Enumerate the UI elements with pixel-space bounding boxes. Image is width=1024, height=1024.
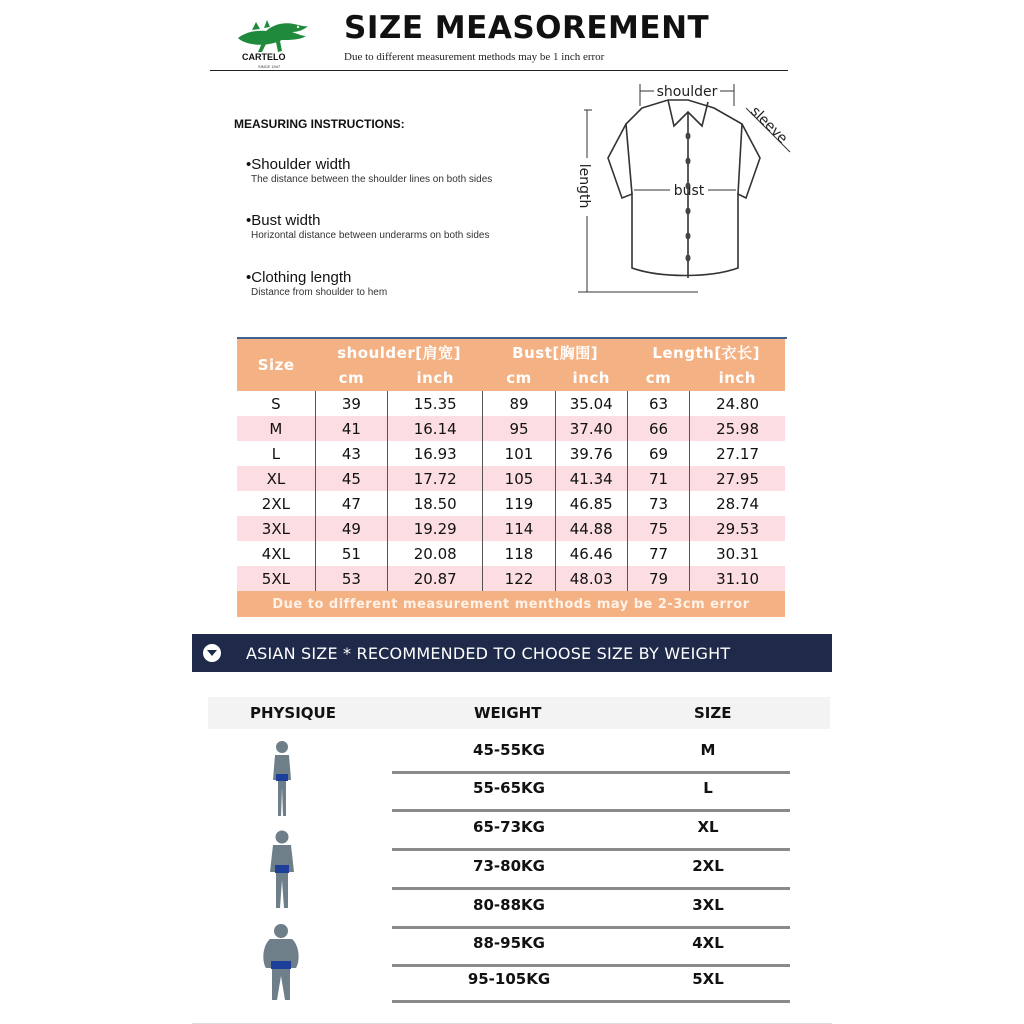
header-bust: Bust[胸围] bbox=[483, 339, 628, 365]
size-cell: XL bbox=[237, 466, 315, 491]
measure-cell: 41 bbox=[315, 416, 387, 441]
measure-cell: 29.53 bbox=[690, 516, 785, 541]
instruction-bust bbox=[246, 212, 489, 241]
header-inch: inch bbox=[690, 365, 785, 391]
weight-value: 80-88KG bbox=[473, 896, 545, 914]
measure-cell: 101 bbox=[483, 441, 555, 466]
medium-physique-icon bbox=[262, 828, 302, 912]
measure-cell: 20.87 bbox=[388, 566, 483, 591]
weight-table-header bbox=[208, 697, 830, 729]
measure-cell: 45 bbox=[315, 466, 387, 491]
heavy-physique-icon bbox=[256, 922, 306, 1004]
table-row bbox=[237, 391, 785, 416]
measure-cell: 46.46 bbox=[555, 541, 627, 566]
measure-cell: 69 bbox=[627, 441, 689, 466]
shirt-diagram bbox=[570, 78, 800, 298]
measure-cell: 31.10 bbox=[690, 566, 785, 591]
instruction-shoulder bbox=[246, 156, 492, 185]
measure-cell: 27.17 bbox=[690, 441, 785, 466]
bust-label: bust bbox=[673, 183, 705, 199]
measure-cell: 16.14 bbox=[388, 416, 483, 441]
size-cell: 2XL bbox=[237, 491, 315, 516]
size-cell: S bbox=[237, 391, 315, 416]
instructions-heading: MEASURING INSTRUCTIONS: bbox=[234, 117, 405, 131]
table-row bbox=[237, 466, 785, 491]
header-cm: cm bbox=[627, 365, 689, 391]
header-inch: inch bbox=[388, 365, 483, 391]
header-cm: cm bbox=[483, 365, 555, 391]
length-label: length bbox=[576, 163, 592, 209]
size-value: 4XL bbox=[692, 934, 724, 952]
size-value: L bbox=[703, 779, 713, 797]
weight-row bbox=[392, 733, 790, 774]
measure-cell: 25.98 bbox=[690, 416, 785, 441]
weight-row bbox=[392, 849, 790, 890]
weight-value: 73-80KG bbox=[473, 857, 545, 875]
table-row bbox=[237, 416, 785, 441]
measure-cell: 119 bbox=[483, 491, 555, 516]
measure-cell: 51 bbox=[315, 541, 387, 566]
measure-cell: 75 bbox=[627, 516, 689, 541]
weight-row bbox=[392, 888, 790, 929]
header-inch: inch bbox=[555, 365, 627, 391]
instruction-title: •Clothing length bbox=[246, 269, 352, 286]
size-cell: 5XL bbox=[237, 566, 315, 591]
measure-cell: 66 bbox=[627, 416, 689, 441]
header-size: SIZE bbox=[694, 704, 732, 722]
weight-value: 65-73KG bbox=[473, 818, 545, 836]
measure-cell: 19.29 bbox=[388, 516, 483, 541]
size-value: XL bbox=[697, 818, 719, 836]
header-cm: cm bbox=[315, 365, 387, 391]
instruction-title: •Shoulder width bbox=[246, 156, 351, 173]
weight-row bbox=[392, 962, 790, 1003]
measure-cell: 71 bbox=[627, 466, 689, 491]
shoulder-label: shoulder bbox=[656, 84, 718, 100]
measure-cell: 47 bbox=[315, 491, 387, 516]
banner-text: ASIAN SIZE * RECOMMENDED TO CHOOSE SIZE BY WEIGHT bbox=[246, 644, 731, 663]
measure-cell: 73 bbox=[627, 491, 689, 516]
measure-cell: 41.34 bbox=[555, 466, 627, 491]
measure-cell: 89 bbox=[483, 391, 555, 416]
brand-since: SINCE 1947 bbox=[258, 64, 281, 69]
brand-name: CARTELO bbox=[242, 52, 286, 62]
table-row bbox=[237, 566, 785, 591]
size-table bbox=[237, 337, 787, 617]
measure-cell: 30.31 bbox=[690, 541, 785, 566]
size-value: M bbox=[700, 741, 716, 759]
slim-physique-icon bbox=[262, 738, 302, 820]
instruction-length bbox=[246, 269, 387, 298]
table-row bbox=[237, 516, 785, 541]
weight-row bbox=[392, 810, 790, 851]
measure-cell: 37.40 bbox=[555, 416, 627, 441]
measure-cell: 122 bbox=[483, 566, 555, 591]
table-row bbox=[237, 441, 785, 466]
size-value: 3XL bbox=[692, 896, 724, 914]
page-title: SIZE MEASOREMENT bbox=[344, 10, 710, 46]
chevron-down-circle-icon bbox=[203, 644, 221, 662]
page-subtitle: Due to different measurement methods may be 1 inch error bbox=[344, 51, 605, 63]
measure-cell: 77 bbox=[627, 541, 689, 566]
measure-cell: 28.74 bbox=[690, 491, 785, 516]
measure-cell: 35.04 bbox=[555, 391, 627, 416]
header-physique: PHYSIQUE bbox=[250, 704, 336, 722]
weight-value: 88-95KG bbox=[473, 934, 545, 952]
measure-cell: 20.08 bbox=[388, 541, 483, 566]
weight-value: 55-65KG bbox=[473, 779, 545, 797]
size-value: 5XL bbox=[692, 970, 724, 988]
measure-cell: 105 bbox=[483, 466, 555, 491]
measure-cell: 17.72 bbox=[388, 466, 483, 491]
measure-cell: 118 bbox=[483, 541, 555, 566]
measure-cell: 16.93 bbox=[388, 441, 483, 466]
weight-value: 95-105KG bbox=[467, 970, 551, 988]
instruction-desc: The distance between the shoulder lines on both sides bbox=[251, 174, 493, 185]
size-cell: 4XL bbox=[237, 541, 315, 566]
header-size: Size bbox=[237, 339, 315, 391]
table-row bbox=[237, 541, 785, 566]
measure-cell: 24.80 bbox=[690, 391, 785, 416]
measure-cell: 15.35 bbox=[388, 391, 483, 416]
table-note: Due to different measurement menthods may be 2-3cm error bbox=[237, 591, 785, 617]
measure-cell: 95 bbox=[483, 416, 555, 441]
measure-cell: 18.50 bbox=[388, 491, 483, 516]
asian-size-banner bbox=[192, 634, 832, 672]
weight-row bbox=[392, 926, 790, 967]
header-shoulder: shoulder[肩宽] bbox=[315, 339, 483, 365]
size-value: 2XL bbox=[692, 857, 724, 875]
instruction-title: •Bust width bbox=[246, 212, 321, 229]
measure-cell: 53 bbox=[315, 566, 387, 591]
header-weight: WEIGHT bbox=[474, 704, 542, 722]
table-row bbox=[237, 491, 785, 516]
measure-cell: 79 bbox=[627, 566, 689, 591]
header-length: Length[衣长] bbox=[627, 339, 785, 365]
measure-cell: 43 bbox=[315, 441, 387, 466]
measure-cell: 44.88 bbox=[555, 516, 627, 541]
size-cell: M bbox=[237, 416, 315, 441]
measure-cell: 39 bbox=[315, 391, 387, 416]
instruction-desc: Horizontal distance between underarms on both sides bbox=[251, 230, 490, 241]
measure-cell: 49 bbox=[315, 516, 387, 541]
measure-cell: 39.76 bbox=[555, 441, 627, 466]
measure-cell: 63 bbox=[627, 391, 689, 416]
size-cell: L bbox=[237, 441, 315, 466]
measure-cell: 27.95 bbox=[690, 466, 785, 491]
measure-cell: 114 bbox=[483, 516, 555, 541]
instruction-desc: Distance from shoulder to hem bbox=[251, 287, 388, 298]
weight-row bbox=[392, 771, 790, 812]
sleeve-label: sleeve bbox=[747, 103, 791, 147]
weight-value: 45-55KG bbox=[473, 741, 545, 759]
measure-cell: 48.03 bbox=[555, 566, 627, 591]
size-cell: 3XL bbox=[237, 516, 315, 541]
measure-cell: 46.85 bbox=[555, 491, 627, 516]
